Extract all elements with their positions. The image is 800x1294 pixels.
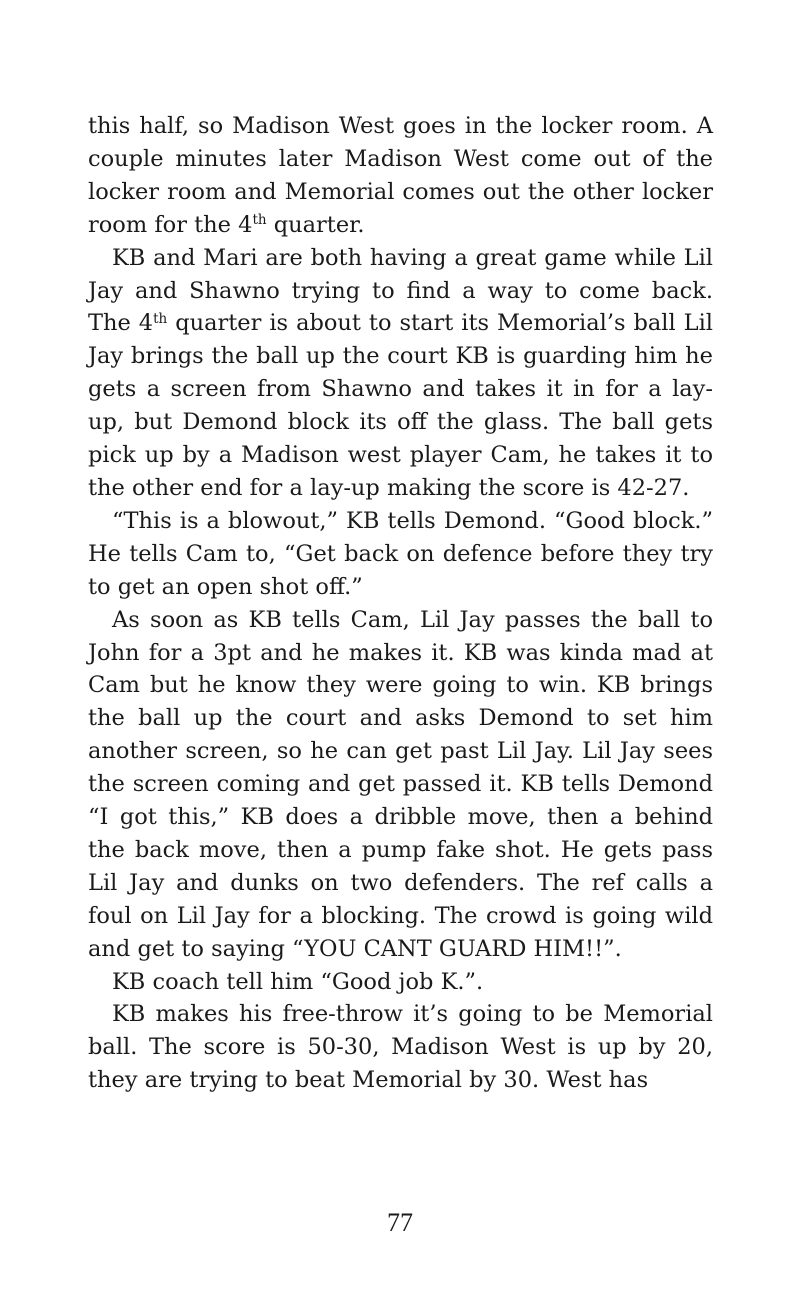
paragraph bbox=[88, 998, 713, 1097]
paragraph bbox=[88, 966, 713, 999]
text-run: KB makes his free-throw it’s going to be Memorial ball. The score is 50-30, Madison West is up by 20, they are trying to beat Memorial by 30. West has bbox=[88, 1001, 713, 1094]
paragraph bbox=[88, 505, 713, 604]
text-run: As soon as KB tells Cam, Lil Jay passes the ball to John for a 3pt and he makes it. KB was kinda mad at Cam but he know they were going to win. KB brings the ball up the court and asks Demond to set him another screen, so he can get past Lil Jay. Lil Jay sees the screen coming and get passed it. KB tells Demond “I got this,” KB does a dribble move, then a behind the back move, then a pump fake shot. He gets pass Lil Jay and dunks on two defenders. The ref calls a foul on Lil Jay for a blocking. The crowd is going wild and get to saying “YOU CANT GUARD HIM!!”. bbox=[88, 606, 713, 962]
text-run: quarter. bbox=[266, 211, 365, 238]
paragraph bbox=[88, 110, 713, 242]
text-run: this half, so Madison West goes in the locker room. A couple minutes later Madison West come out of the locker room and Memorial comes out the other locker room for the 4 bbox=[88, 113, 713, 238]
text-run: “This is a blowout,” KB tells Demond. “Good block.” He tells Cam to, “Get back on defence before they try to get an open shot off.” bbox=[88, 507, 713, 600]
ordinal-superscript: th bbox=[252, 212, 267, 229]
text-run: KB and Mari are both having a great game while Lil Jay and Shawno trying to find a way to come back. The 4 bbox=[88, 244, 713, 337]
paragraph bbox=[88, 604, 713, 966]
page-number: 77 bbox=[387, 1208, 413, 1237]
ordinal-superscript: th bbox=[153, 311, 168, 328]
text-run: KB coach tell him “Good job K.”. bbox=[112, 968, 484, 995]
body-text bbox=[88, 110, 713, 1097]
paragraph bbox=[88, 242, 713, 505]
text-run: quarter is about to start its Memorial’s ball Lil Jay brings the ball up the court KB is guarding him he gets a screen from Shawno and takes it in for a lay-up, but Demond block its off the glass. The ball gets pick up by a Madison west player Cam, he takes it to the other end for a lay-up making the score is 42-27. bbox=[88, 310, 713, 501]
